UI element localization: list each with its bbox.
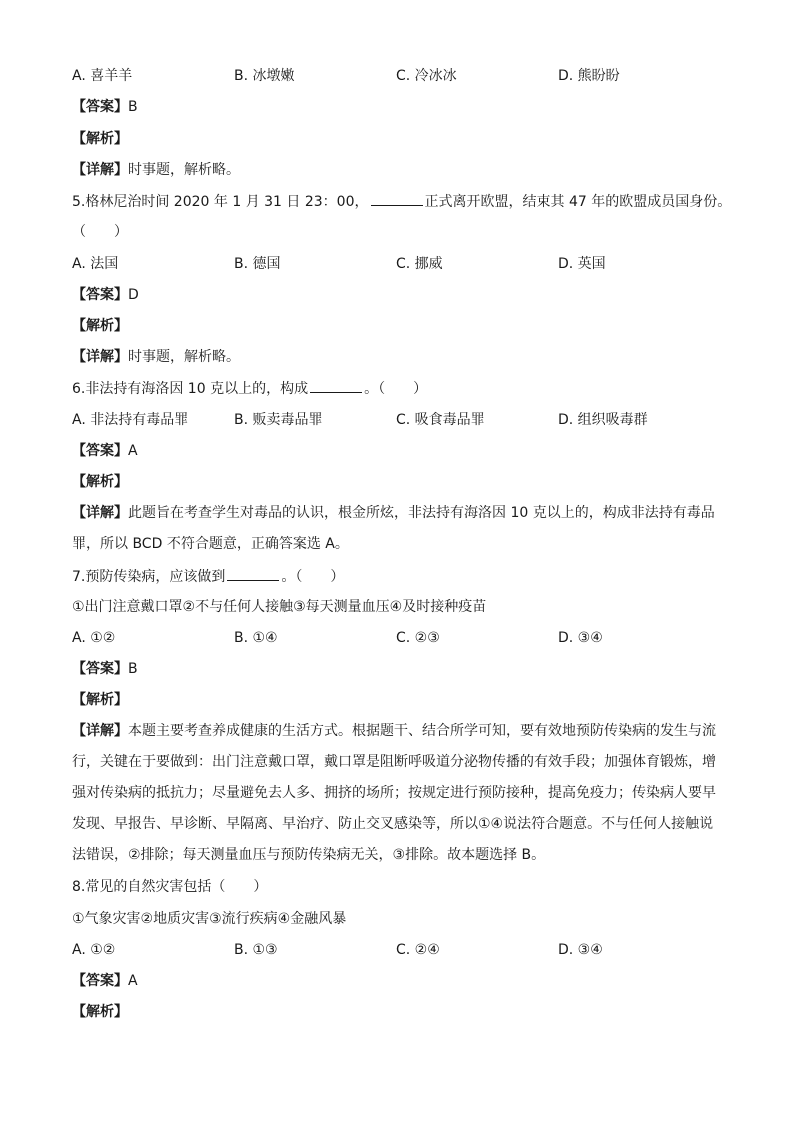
q6-option-a: A. 非法持有毒品罪 [72,412,189,428]
q6-analysis: 【解析】 [72,474,128,490]
q7-option-d: D. ③④ [558,630,603,646]
answer-blank [310,378,362,393]
q7-answer: 【答案】B [72,661,138,677]
q4-option-c: C. 冷冰冰 [396,68,457,84]
q8-stem: 8.常见的自然灾害包括（ ） [72,879,268,895]
q4-option-b: B. 冰墩嫩 [234,68,295,84]
answer-blank [371,191,423,206]
q5-stem: 5.格林尼治时间 2020 年 1 月 31 日 23：00， 正式离开欧盟，结束其 47 年的欧盟成员国身份。 [72,191,731,212]
q4-option-a: A. 喜羊羊 [72,68,133,84]
q5-paren: （ ） [72,224,128,240]
q6-option-c: C. 吸食毒品罪 [396,412,485,428]
q8-option-d: D. ③④ [558,942,603,958]
q5-analysis: 【解析】 [72,318,128,334]
q8-analysis: 【解析】 [72,1004,128,1020]
q7-option-c: C. ②③ [396,630,440,646]
q5-answer: 【答案】D [72,287,139,303]
q4-answer: 【答案】B [72,99,138,115]
q6-stem: 6.非法持有海洛因 10 克以上的，构成 。（ ） [72,378,427,399]
q7-items: ①出门注意戴口罩②不与任何人接触③每天测量血压④及时接种疫苗 [72,599,487,615]
q7-option-b: B. ①④ [234,630,278,646]
q4-option-d: D. 熊盼盼 [558,68,620,84]
q5-option-b: B. 德国 [234,256,281,272]
q8-option-b: B. ①③ [234,942,278,958]
q5-option-a: A. 法国 [72,256,119,272]
q5-detail: 【详解】时事题，解析略。 [72,349,240,365]
q8-answer: 【答案】A [72,973,138,989]
q4-detail: 【详解】时事题，解析略。 [72,162,240,178]
q6-answer: 【答案】A [72,443,138,459]
q5-option-d: D. 英国 [558,256,606,272]
q6-detail: 【详解】此题旨在考查学生对毒品的认识，根金所炫，非法持有海洛因 10 克以上的，构成非法持有毒品罪，所以 BCD 不符合题意，正确答案选 A。 [72,505,715,552]
q8-option-c: C. ②④ [396,942,440,958]
q7-option-a: A. ①② [72,630,116,646]
q7-stem: 7.预防传染病，应该做到 。（ ） [72,566,344,587]
q6-option-d: D. 组织吸毒群 [558,412,648,428]
q7-analysis: 【解析】 [72,692,128,708]
q8-items: ①气象灾害②地质灾害③流行疾病④金融风暴 [72,911,347,927]
q7-detail: 【详解】本题主要考查养成健康的生活方式。根据题干、结合所学可知，要有效地预防传染病的发生与流行，关键在于要做到：出门注意戴口罩，戴口罩是阻断呼吸道分泌物传播的有效手段；加强体育锻炼，增强对传染病的抵抗力；尽量避免去人多、拥挤的场所；按规定进行预防接种，提高免疫力；传染病人要早发现、早报告、早诊断、早隔离、早治疗、防止交叉感染等，所以①④说法符合题意。不与任何人接触说法错误，②排除；每天测量血压与预防传染病无关，③排除。故本题选择 B。 [72,723,716,863]
q8-option-a: A. ①② [72,942,116,958]
q5-option-c: C. 挪威 [396,256,443,272]
answer-blank [227,566,279,581]
q6-option-b: B. 贩卖毒品罪 [234,412,323,428]
q4-analysis: 【解析】 [72,131,128,147]
